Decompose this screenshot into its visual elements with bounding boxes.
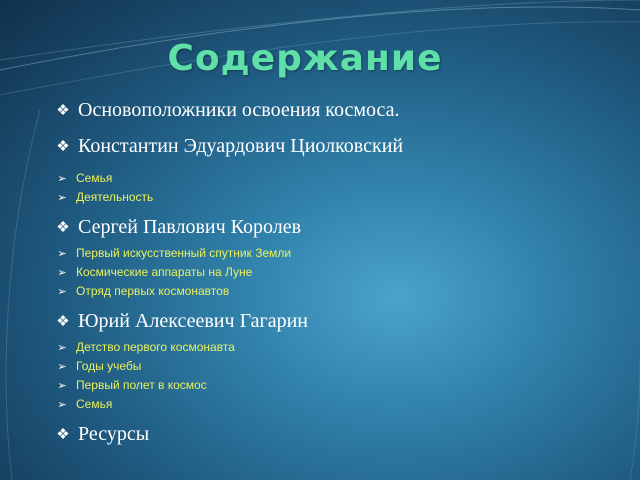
toc-item-label: Сергей Павлович Королев [78,215,302,238]
arrowhead-bullet-icon: ➢ [57,398,67,411]
toc-subitem-label: Первый искусственный спутник Земли [76,246,292,260]
toc-subitem-label: Отряд первых космонавтов [76,284,230,298]
toc-subitem-cosmonaut-squad[interactable] [48,283,618,299]
toc-item-label: Константин Эдуардович Циолковский [78,134,404,157]
arrowhead-bullet-icon: ➢ [57,191,67,204]
toc-subitem-study-years[interactable] [48,358,618,374]
toc-item-resources[interactable] [48,422,618,446]
toc-item-tsiolkovsky[interactable] [48,134,618,158]
slide-title: Содержание [167,38,443,79]
toc-subitem-moon-craft[interactable] [48,264,618,280]
toc-subitem-label: Детство первого космонавта [76,340,235,354]
toc-subitem-activity[interactable] [48,189,618,205]
arrowhead-bullet-icon: ➢ [57,285,67,298]
four-diamond-bullet-icon: ❖ [56,138,70,155]
toc-subitem-label: Годы учебы [76,359,142,373]
arrowhead-bullet-icon: ➢ [57,266,67,279]
toc-item-label: Ресурсы [78,422,150,445]
toc-subitem-satellite[interactable] [48,245,618,261]
four-diamond-bullet-icon: ❖ [56,219,70,236]
arrowhead-bullet-icon: ➢ [57,360,67,373]
arrowhead-bullet-icon: ➢ [57,247,67,260]
toc-subitem-childhood[interactable] [48,339,618,355]
four-diamond-bullet-icon: ❖ [56,426,70,443]
toc-subitem-label: Деятельность [76,190,154,204]
arrowhead-bullet-icon: ➢ [57,172,67,185]
toc-subitem-first-flight[interactable] [48,377,618,393]
toc-item-korolev[interactable] [48,215,618,239]
toc-item-founders[interactable] [48,98,618,122]
toc-item-gagarin[interactable] [48,309,618,333]
toc-subitem-label: Семья [76,397,113,411]
toc-subitem-label: Космические аппараты на Луне [76,265,253,279]
four-diamond-bullet-icon: ❖ [56,313,70,330]
toc-subitem-label: Семья [76,171,113,185]
arrowhead-bullet-icon: ➢ [57,379,67,392]
four-diamond-bullet-icon: ❖ [56,102,70,119]
toc-subitem-label: Первый полет в космос [76,378,207,392]
toc-subitem-family[interactable] [48,170,618,186]
toc-item-label: Юрий Алексеевич Гагарин [78,309,308,332]
toc-item-label: Основоположники освоения космоса. [78,98,400,121]
arrowhead-bullet-icon: ➢ [57,341,67,354]
table-of-contents [48,98,618,458]
toc-subitem-family-2[interactable] [48,396,618,412]
